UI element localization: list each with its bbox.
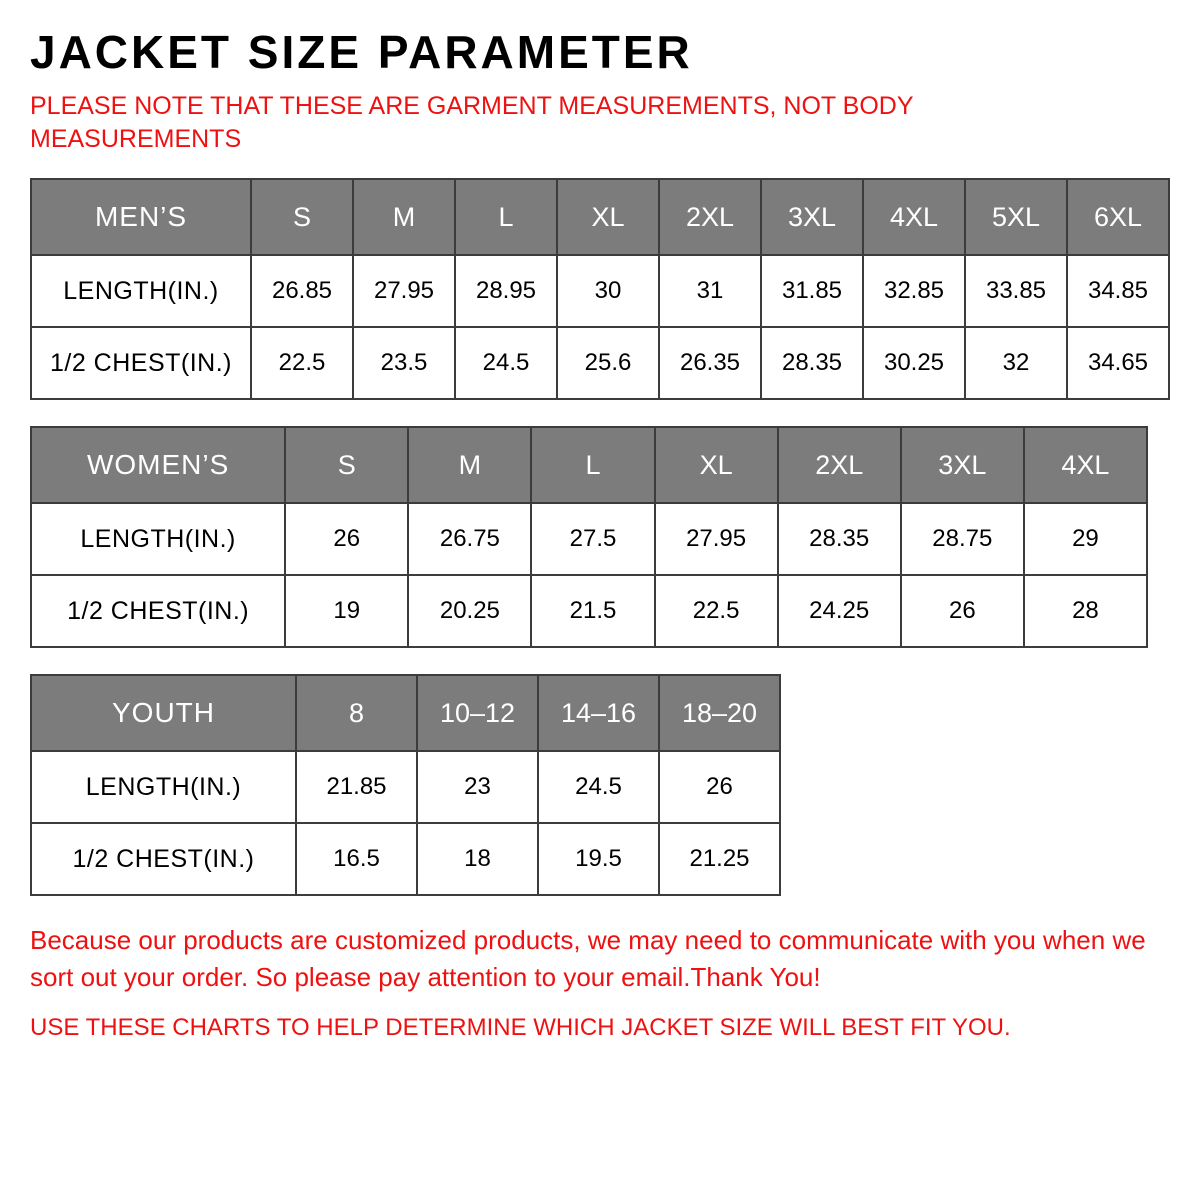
chart-usage-note: USE THESE CHARTS TO HELP DETERMINE WHICH JACKET SIZE WILL BEST FIT YOU. <box>30 1014 1011 1042</box>
table-cell: 22.5 <box>655 575 778 647</box>
table-header-cell: M <box>353 179 455 255</box>
table-cell: 21.85 <box>296 751 417 823</box>
table-cell: 20.25 <box>408 575 531 647</box>
page-title: JACKET SIZE PARAMETER <box>30 26 693 78</box>
table-row <box>31 255 1169 327</box>
table-header-cell: 3XL <box>761 179 863 255</box>
table-cell: 30.25 <box>863 327 965 399</box>
table-header-cell: L <box>455 179 557 255</box>
table-header-cell: 6XL <box>1067 179 1169 255</box>
table-header-cell: 18–20 <box>659 675 780 751</box>
table-cell: 19 <box>285 575 408 647</box>
table-cell: 31.85 <box>761 255 863 327</box>
table-cell: 18 <box>417 823 538 895</box>
table-header-cell: 5XL <box>965 179 1067 255</box>
row-label: LENGTH(IN.) <box>31 503 285 575</box>
table-cell: 30 <box>557 255 659 327</box>
table-cell: 26.75 <box>408 503 531 575</box>
table-header-cell: M <box>408 427 531 503</box>
table-header-cell: L <box>531 427 654 503</box>
table-row <box>31 575 1147 647</box>
table-header-cell: 4XL <box>1024 427 1147 503</box>
row-label: LENGTH(IN.) <box>31 255 251 327</box>
table-cell: 16.5 <box>296 823 417 895</box>
table-cell: 23.5 <box>353 327 455 399</box>
table-row <box>31 751 780 823</box>
row-label: LENGTH(IN.) <box>31 751 296 823</box>
table-cell: 28.35 <box>778 503 901 575</box>
table-cell: 24.5 <box>455 327 557 399</box>
table-header-cell: S <box>251 179 353 255</box>
table-cell: 21.5 <box>531 575 654 647</box>
table-header-cell: 10–12 <box>417 675 538 751</box>
table-header-cell: 8 <box>296 675 417 751</box>
womens-size-table <box>30 426 1148 648</box>
garment-measurement-note: PLEASE NOTE THAT THESE ARE GARMENT MEASUREMENTS, NOT BODY MEASUREMENTS <box>30 92 914 154</box>
table-cell: 21.25 <box>659 823 780 895</box>
table-cell: 27.95 <box>353 255 455 327</box>
table-header-cell: 3XL <box>901 427 1024 503</box>
table-cell: 26 <box>901 575 1024 647</box>
table-cell: 32 <box>965 327 1067 399</box>
table-cell: 31 <box>659 255 761 327</box>
table-header-cell: YOUTH <box>31 675 296 751</box>
table-cell: 33.85 <box>965 255 1067 327</box>
row-label: 1/2 CHEST(IN.) <box>31 575 285 647</box>
table-cell: 26 <box>659 751 780 823</box>
table-row <box>31 823 780 895</box>
table-row <box>31 503 1147 575</box>
table-cell: 29 <box>1024 503 1147 575</box>
table-cell: 26.35 <box>659 327 761 399</box>
table-cell: 26 <box>285 503 408 575</box>
table-cell: 24.25 <box>778 575 901 647</box>
table-cell: 27.95 <box>655 503 778 575</box>
table-cell: 28 <box>1024 575 1147 647</box>
table-header-row <box>31 179 1169 255</box>
mens-size-table <box>30 178 1170 400</box>
table-header-cell: XL <box>655 427 778 503</box>
table-cell: 28.95 <box>455 255 557 327</box>
table-cell: 32.85 <box>863 255 965 327</box>
row-label: 1/2 CHEST(IN.) <box>31 823 296 895</box>
table-header-row <box>31 675 780 751</box>
table-cell: 27.5 <box>531 503 654 575</box>
table-cell: 28.35 <box>761 327 863 399</box>
table-cell: 22.5 <box>251 327 353 399</box>
table-header-cell: MEN’S <box>31 179 251 255</box>
table-cell: 25.6 <box>557 327 659 399</box>
table-header-row <box>31 427 1147 503</box>
table-header-cell: S <box>285 427 408 503</box>
table-cell: 23 <box>417 751 538 823</box>
table-cell: 28.75 <box>901 503 1024 575</box>
youth-size-table <box>30 674 781 896</box>
row-label: 1/2 CHEST(IN.) <box>31 327 251 399</box>
table-header-cell: 2XL <box>659 179 761 255</box>
table-cell: 34.85 <box>1067 255 1169 327</box>
table-cell: 34.65 <box>1067 327 1169 399</box>
table-header-cell: WOMEN’S <box>31 427 285 503</box>
table-cell: 26.85 <box>251 255 353 327</box>
table-header-cell: 14–16 <box>538 675 659 751</box>
table-header-cell: XL <box>557 179 659 255</box>
customization-note: Because our products are customized products, we may need to communicate with you when we sort out your order. So please pay attention to your email.Thank You! <box>30 925 1146 993</box>
table-row <box>31 327 1169 399</box>
table-cell: 24.5 <box>538 751 659 823</box>
table-cell: 19.5 <box>538 823 659 895</box>
table-header-cell: 4XL <box>863 179 965 255</box>
table-header-cell: 2XL <box>778 427 901 503</box>
